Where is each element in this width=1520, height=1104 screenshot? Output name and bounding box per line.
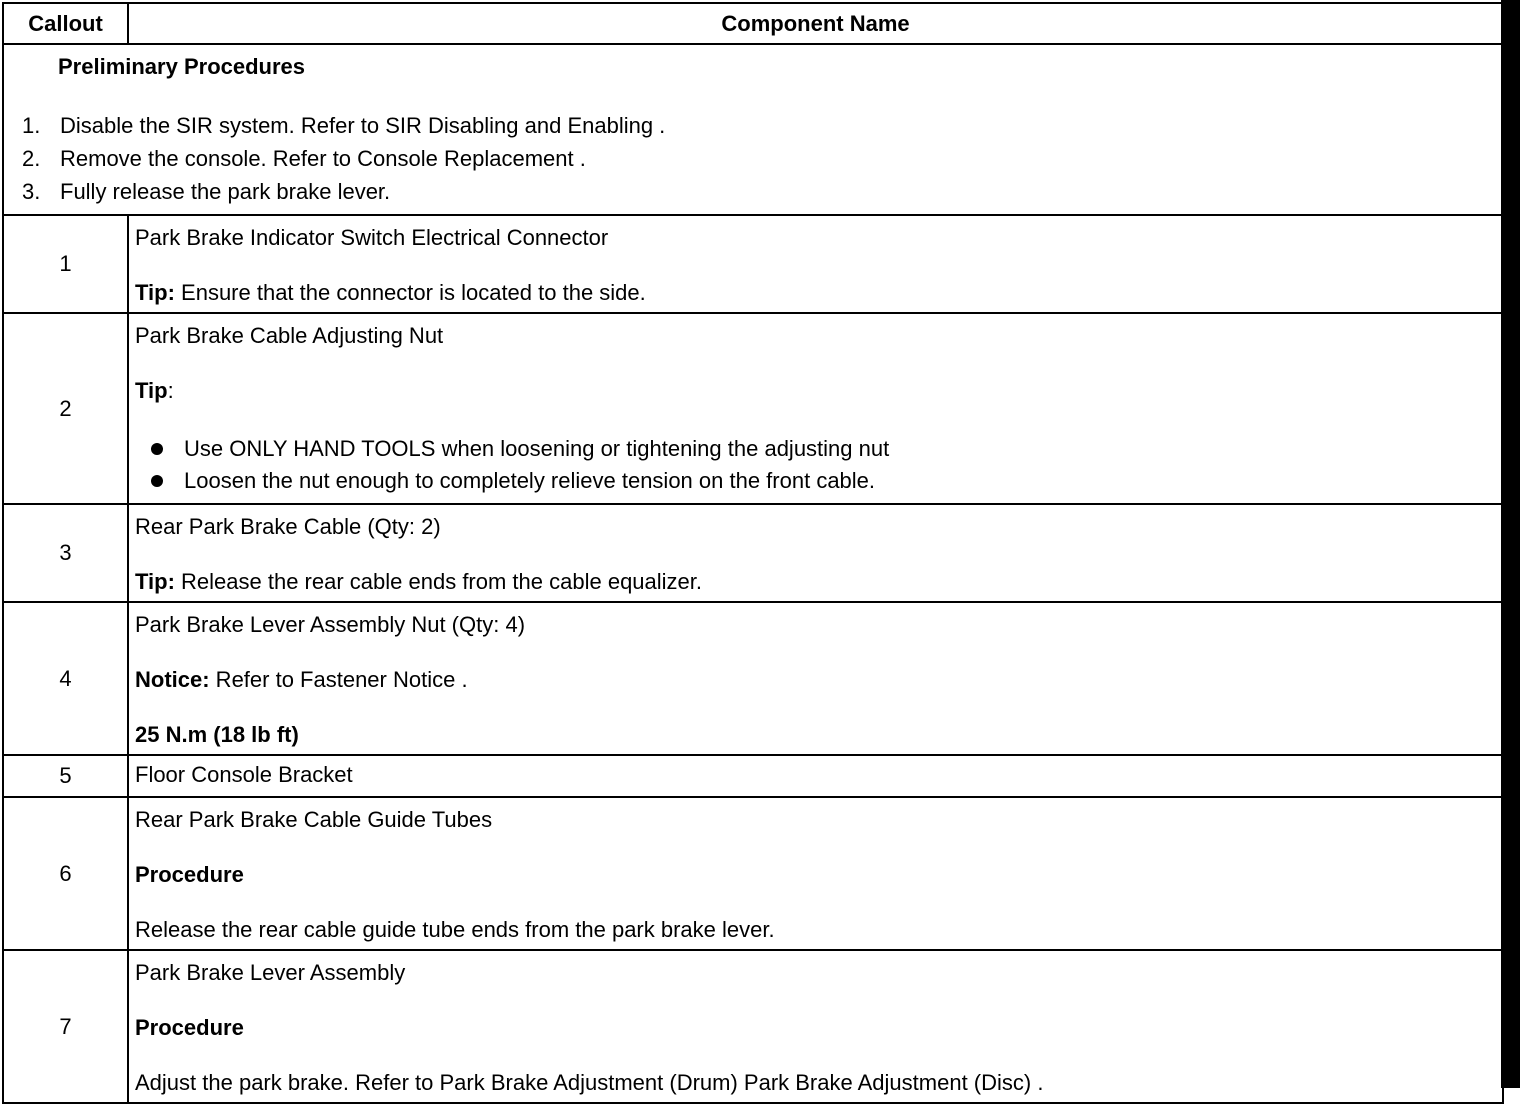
procedure-text: Release the rear cable guide tube ends from the park brake lever. (135, 917, 775, 942)
preliminary-title: Preliminary Procedures (58, 54, 306, 79)
tip-line (135, 569, 1496, 595)
tip-label: Tip (135, 378, 168, 403)
header-component-name: Component Name (128, 3, 1503, 44)
step-number: 1. (22, 113, 41, 138)
tip-label: Tip (135, 569, 168, 594)
callout-cell: 4 (3, 602, 128, 755)
tip-text: Ensure that the connector is located to the side. (174, 280, 646, 305)
component-cell (128, 755, 1503, 797)
table-row (3, 950, 1503, 1103)
list-item (151, 465, 1496, 497)
tip-separator: : (167, 378, 174, 403)
component-cell (128, 504, 1503, 602)
step-number: 3. (22, 179, 41, 204)
notice-label: Notice: (135, 667, 210, 692)
component-name: Park Brake Indicator Switch Electrical Connector (135, 225, 609, 250)
table-row (3, 602, 1503, 755)
step-number: 2. (22, 146, 41, 171)
tip-separator: : (167, 280, 175, 305)
right-edge-bar (1501, 0, 1520, 1088)
tip-separator: : (167, 569, 175, 594)
tip-bullet-list (135, 433, 1496, 497)
step-text: Disable the SIR system. Refer to SIR Disabling and Enabling . (60, 113, 666, 138)
callout-cell: 5 (3, 755, 128, 797)
callout-cell: 1 (3, 215, 128, 313)
tip-line (135, 378, 1496, 404)
table-row (3, 755, 1503, 797)
preliminary-step (22, 142, 1496, 175)
component-cell (128, 215, 1503, 313)
preliminary-step (22, 175, 1496, 208)
procedure-label-text: Procedure (135, 1015, 244, 1040)
torque-spec (135, 722, 1496, 748)
table-row (3, 313, 1503, 504)
component-cell (128, 313, 1503, 504)
table-row (3, 504, 1503, 602)
component-cell (128, 602, 1503, 755)
notice-text: Refer to Fastener Notice . (209, 667, 468, 692)
callout-cell: 3 (3, 504, 128, 602)
table-row (3, 797, 1503, 950)
table-header-row (3, 3, 1503, 44)
bullet-icon (151, 475, 163, 487)
component-table (2, 2, 1504, 1104)
component-name: Park Brake Lever Assembly Nut (Qty: 4) (135, 612, 526, 637)
torque-value: 25 N.m (18 lb ft) (135, 722, 299, 747)
component-cell (128, 797, 1503, 950)
step-text: Fully release the park brake lever. (60, 179, 391, 204)
list-item (151, 433, 1496, 465)
tip-label: Tip (135, 280, 168, 305)
preliminary-steps (22, 109, 1496, 208)
component-name: Rear Park Brake Cable Guide Tubes (135, 807, 493, 832)
component-name: Floor Console Bracket (135, 762, 353, 787)
bullet-icon (151, 443, 163, 455)
notice-line (135, 667, 1496, 693)
callout-cell: 2 (3, 313, 128, 504)
preliminary-row (3, 44, 1503, 215)
component-name: Park Brake Cable Adjusting Nut (135, 323, 444, 348)
procedure-label (135, 862, 1496, 888)
procedure-label-text: Procedure (135, 862, 244, 887)
step-text: Remove the console. Refer to Console Replacement . (60, 146, 586, 171)
component-cell (128, 950, 1503, 1103)
procedure-label (135, 1015, 1496, 1041)
callout-cell: 6 (3, 797, 128, 950)
preliminary-cell (3, 44, 1503, 215)
tip-text: Release the rear cable ends from the cable equalizer. (174, 569, 703, 594)
header-callout: Callout (3, 3, 128, 44)
tip-line (135, 280, 1496, 306)
table-row (3, 215, 1503, 313)
procedure-text: Adjust the park brake. Refer to Park Brake Adjustment (Drum) Park Brake Adjustment (Disc) . (135, 1070, 1044, 1095)
callout-cell: 7 (3, 950, 128, 1103)
bullet-text: Loosen the nut enough to completely relieve tension on the front cable. (184, 468, 876, 493)
component-name: Rear Park Brake Cable (Qty: 2) (135, 514, 441, 539)
preliminary-step (22, 109, 1496, 142)
bullet-text: Use ONLY HAND TOOLS when loosening or tightening the adjusting nut (184, 436, 890, 461)
component-name: Park Brake Lever Assembly (135, 960, 406, 985)
